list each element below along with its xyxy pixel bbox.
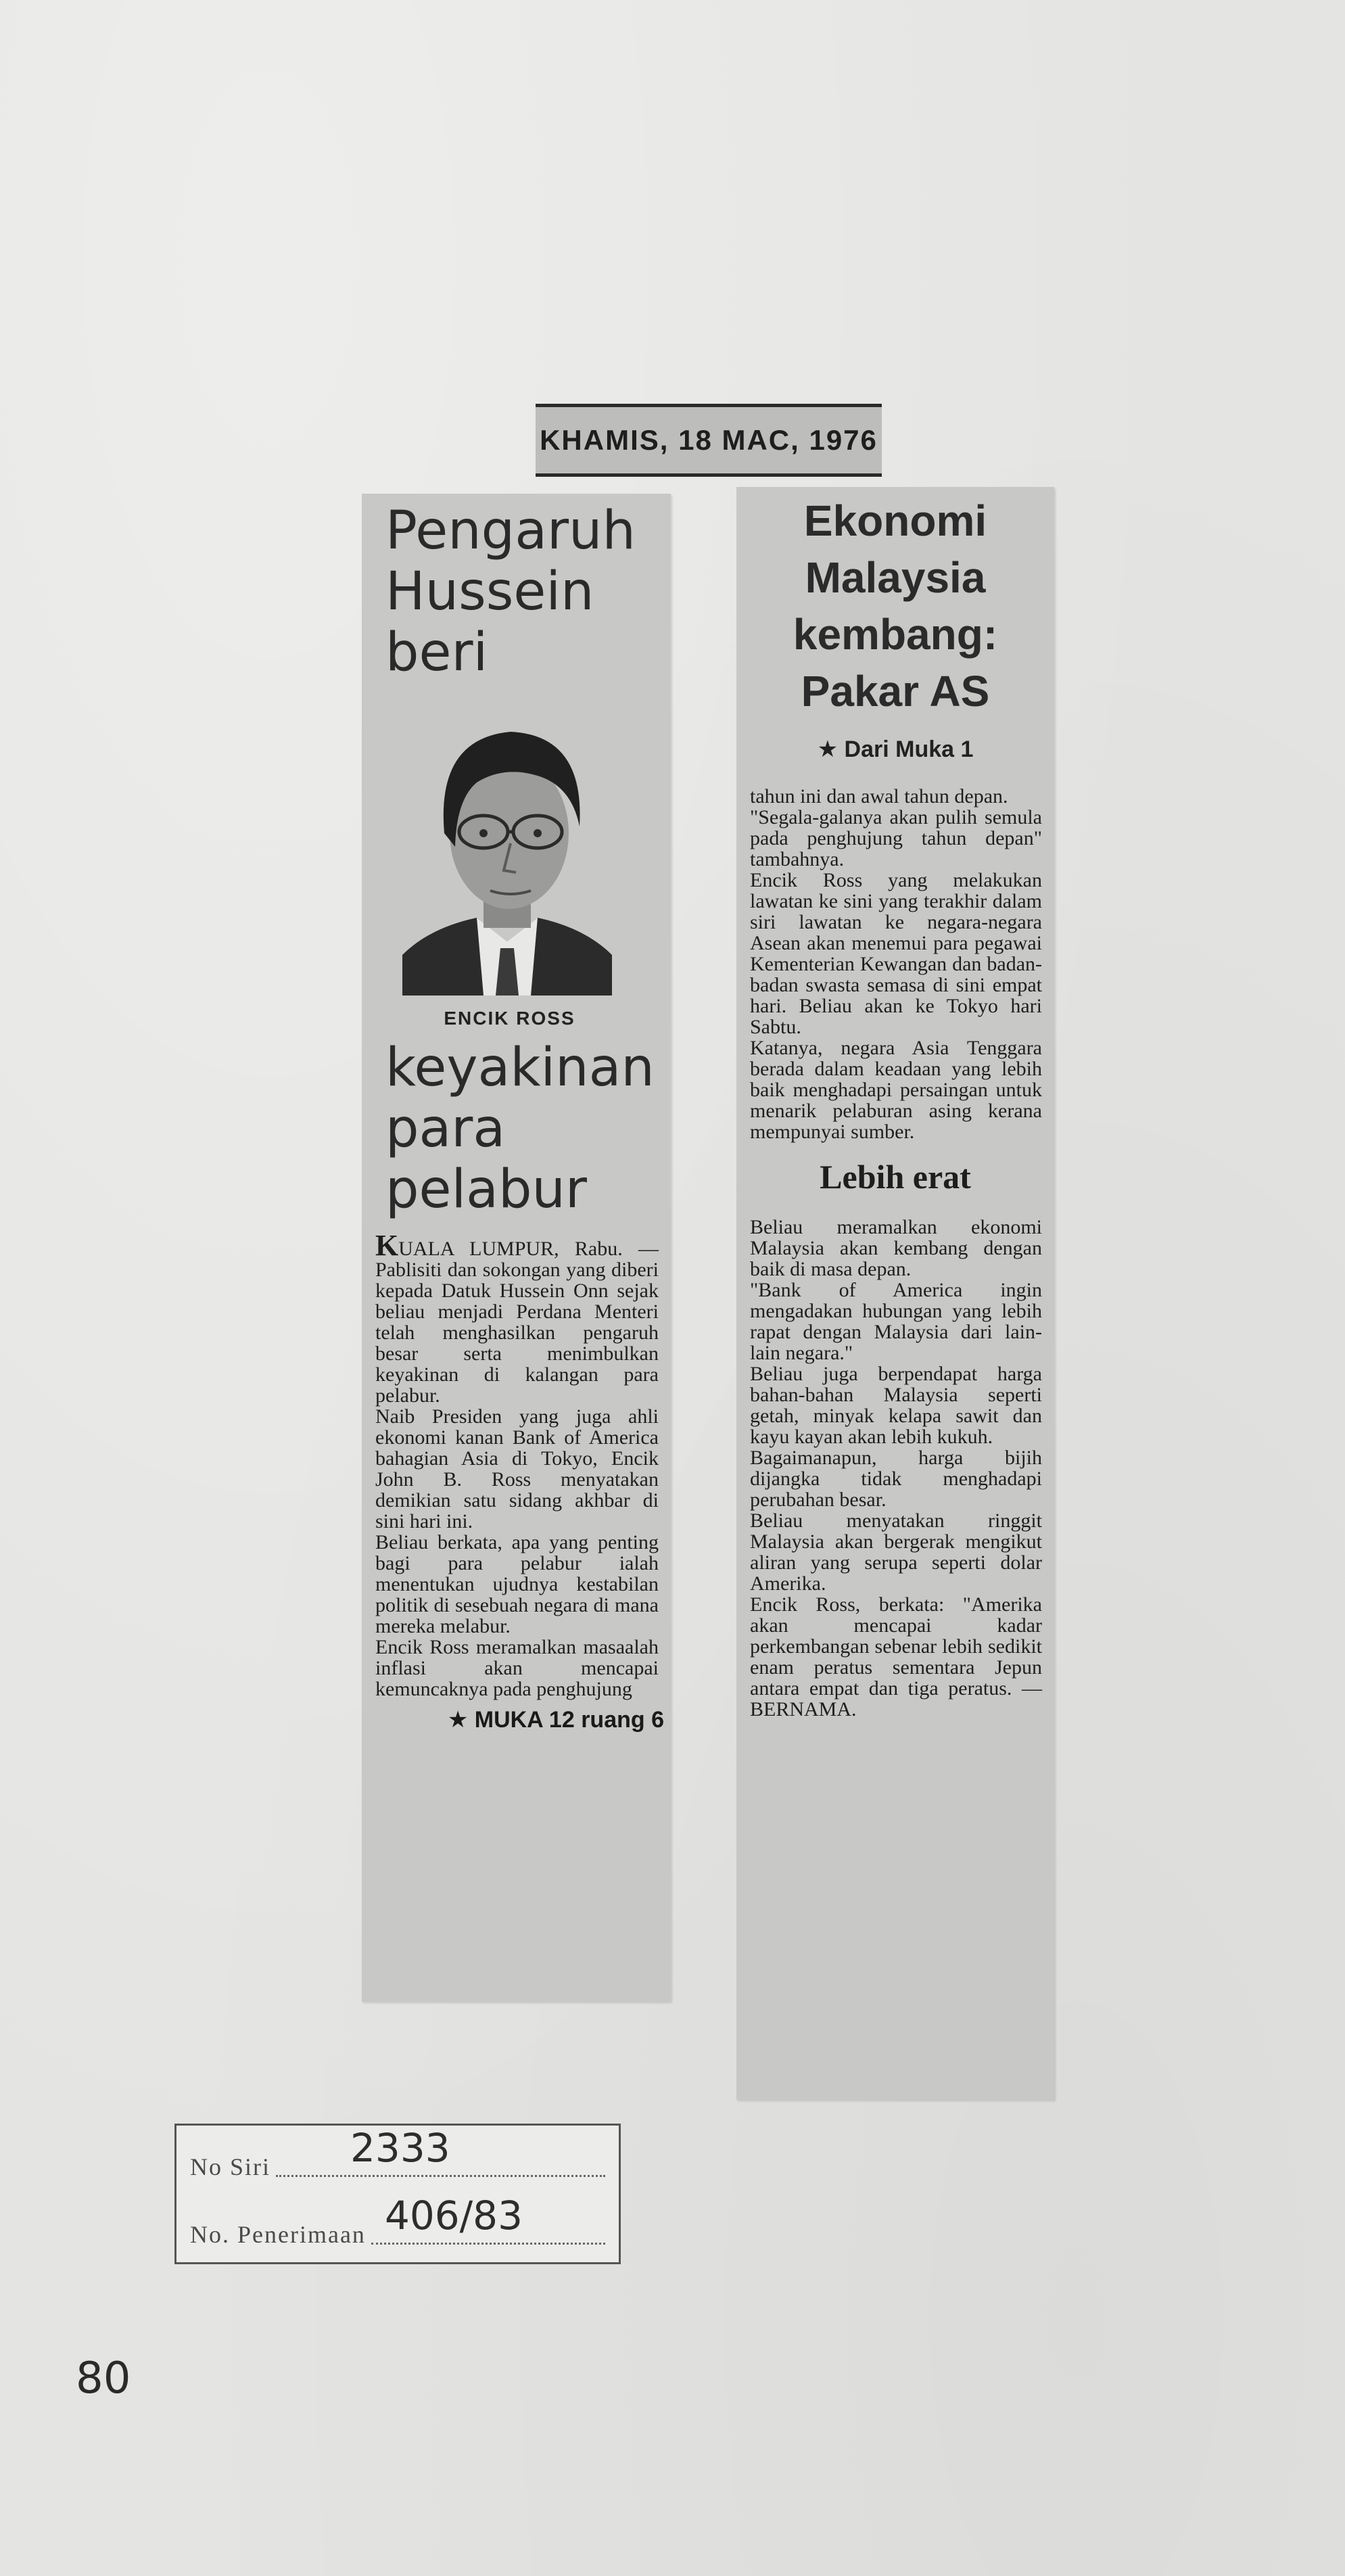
photo-caption: ENCIK ROSS xyxy=(444,1008,575,1029)
page-number: 80 xyxy=(76,2353,131,2404)
left-article-clipping xyxy=(362,494,671,2002)
stamp-row-penerimaan xyxy=(190,2193,605,2261)
right-article-body-continued xyxy=(736,1217,1054,1720)
left-headline-top: Pengaruh Hussein beri xyxy=(385,500,636,683)
drop-cap: K xyxy=(375,1229,399,1262)
penerimaan-label: No. Penerimaan xyxy=(190,2221,366,2248)
portrait-photo xyxy=(402,698,612,996)
right-article-clipping xyxy=(736,487,1054,2100)
dateline: KHAMIS, 18 MAC, 1976 xyxy=(536,404,882,477)
penerimaan-value: 406/83 xyxy=(384,2193,523,2239)
right-paragraph: Beliau juga berpendapat harga bahan-bahan Malaysia seperti getah, minyak kelapa sawit dan kayu kayan akan lebih kukuh. xyxy=(750,1363,1042,1448)
siri-value: 2333 xyxy=(350,2125,450,2171)
right-paragraph: "Segala-galanya akan pulih semula pada penghujung tahun depan" tambahnya. xyxy=(750,806,1042,870)
left-headline-bottom: keyakinan para pelabur xyxy=(385,1037,655,1220)
left-article-body xyxy=(362,1229,671,1700)
left-paragraph: KUALA LUMPUR, Rabu. — Pablisiti dan sokongan yang diberi kepada Datuk Hussein Onn sejak beliau menjadi Perdana Menteri telah menghasilkan pengaruh besar serta menimbulkan keyakinan di kalangan para pelabur. xyxy=(375,1229,659,1407)
right-paragraph: Encik Ross yang melakukan lawatan ke sini yang terakhir dalam siri lawatan ke negara-negara Asean akan menemui para pegawai Kementerian Kewangan dan badan-badan swasta semasa di sini empat hari. Beliau akan ke Tokyo hari Sabtu. xyxy=(750,869,1042,1038)
archive-stamp xyxy=(174,2124,621,2264)
right-article-body xyxy=(736,786,1054,1142)
left-paragraph: Beliau berkata, apa yang penting bagi para pelabur ialah menentukan ujudnya kestabilan politik di sesebuah negara di mana mereka melabur. xyxy=(375,1531,659,1637)
continued-on-page: ★ MUKA 12 ruang 6 xyxy=(447,1707,664,1733)
right-paragraph: Encik Ross, berkata: "Amerika akan mencapai kadar perkembangan sebenar lebih sedikit enam peratus sementara Jepun antara empat dan tiga peratus. — BERNAMA. xyxy=(750,1593,1042,1720)
right-headline: Ekonomi Malaysia kembang: Pakar AS xyxy=(793,496,998,716)
right-paragraph: Beliau meramalkan ekonomi Malaysia akan kembang dengan baik di masa depan. xyxy=(750,1216,1042,1280)
siri-field xyxy=(276,2125,605,2177)
right-paragraph: Katanya, negara Asia Tenggara berada dalam keadaan yang lebih baik menghadapi persaingan untuk menarik pelaburan asing kerana mempunyai sumber. xyxy=(750,1037,1042,1143)
continued-from-front: ★ Dari Muka 1 xyxy=(817,736,974,762)
stamp-row-siri xyxy=(190,2126,605,2193)
right-paragraph: Bagaimanapun, harga bijih dijangka tidak menghadapi perubahan besar. xyxy=(750,1447,1042,1511)
left-paragraph: Naib Presiden yang juga ahli ekonomi kanan Bank of America bahagian Asia di Tokyo, Encik John B. Ross menyatakan demikian satu sidang akhbar di sini hari ini. xyxy=(375,1405,659,1532)
siri-label: No Siri xyxy=(190,2153,271,2180)
right-paragraph: tahun ini dan awal tahun depan. xyxy=(750,785,1008,807)
left-paragraph: Encik Ross meramalkan masaalah inflasi akan mencapai kemuncaknya pada penghujung xyxy=(375,1636,659,1700)
subheading: Lebih erat xyxy=(820,1158,971,1196)
penerimaan-field xyxy=(371,2193,605,2245)
right-paragraph: "Bank of America ingin mengadakan hubungan yang lebih rapat dengan Malaysia dari lain-lain negara." xyxy=(750,1279,1042,1364)
right-paragraph: Beliau menyatakan ringgit Malaysia akan bergerak mengikut aliran yang serupa seperti dolar Amerika. xyxy=(750,1509,1042,1595)
